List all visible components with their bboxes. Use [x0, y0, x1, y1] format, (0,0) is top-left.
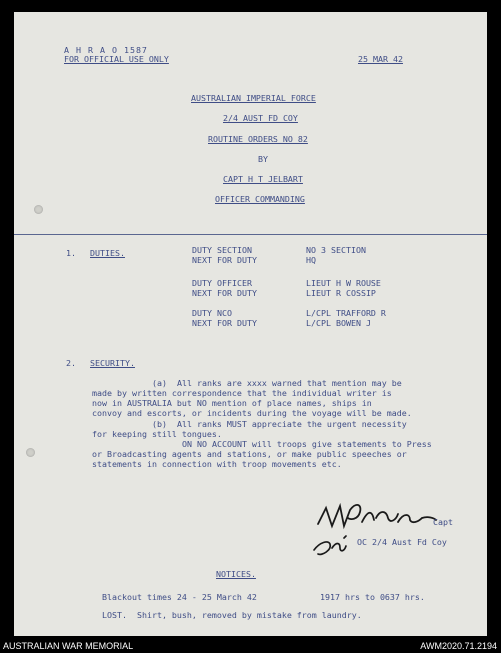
- title-unit: 2/4 AUST FD COY: [223, 113, 298, 123]
- duty-name: LIEUT R COSSIP: [306, 288, 376, 298]
- security-line: (a) All ranks are xxxx warned that mention may be: [152, 378, 402, 388]
- security-heading: SECURITY.: [90, 358, 135, 368]
- duty-name: HQ: [306, 255, 316, 265]
- section-divider: [14, 234, 487, 235]
- signatory-unit: OC 2/4 Aust Fd Coy: [357, 537, 447, 547]
- title-orders: ROUTINE ORDERS NO 82: [208, 134, 308, 144]
- duty-name: L/CPL BOWEN J: [306, 318, 371, 328]
- security-line: or Broadcasting agents and stations, or make public speeches or: [92, 449, 407, 459]
- security-line: now in AUSTRALIA but NO mention of place names, ships in: [92, 398, 372, 408]
- duty-role: NEXT FOR DUTY: [192, 255, 257, 265]
- duties-number: 1.: [66, 248, 76, 258]
- duties-heading: DUTIES.: [90, 248, 125, 258]
- duty-role: DUTY SECTION: [192, 245, 252, 255]
- security-line: for keeping still tongues.: [92, 429, 222, 439]
- archive-footer: [0, 639, 501, 653]
- duty-name: NO 3 SECTION: [306, 245, 366, 255]
- document-date: 25 MAR 42: [358, 54, 403, 64]
- punch-hole: [26, 448, 35, 457]
- title-officer-name: CAPT H T JELBART: [223, 174, 303, 184]
- archive-name: AUSTRALIAN WAR MEMORIAL: [3, 641, 134, 651]
- security-number: 2.: [66, 358, 76, 368]
- duty-name: L/CPL TRAFFORD R: [306, 308, 386, 318]
- duty-name: LIEUT H W ROUSE: [306, 278, 381, 288]
- security-line: ON NO ACCOUNT will troops give statements to Press: [182, 439, 432, 449]
- archive-reference: AWM2020.71.2194: [420, 641, 497, 651]
- duty-role: DUTY NCO: [192, 308, 232, 318]
- blackout-times: 1917 hrs to 0637 hrs.: [320, 592, 425, 602]
- document-page: [14, 12, 487, 636]
- duty-role: NEXT FOR DUTY: [192, 318, 257, 328]
- notices-heading: NOTICES.: [216, 569, 256, 579]
- duty-role: DUTY OFFICER: [192, 278, 252, 288]
- title-by: BY: [258, 154, 268, 164]
- security-line: (b) All ranks MUST appreciate the urgent necessity: [152, 419, 407, 429]
- security-line: made by written correspondence that the individual writer is: [92, 388, 392, 398]
- punch-hole: [34, 205, 43, 214]
- security-line: convoy and escorts, or incidents during the voyage will be made.: [92, 408, 412, 418]
- duty-role: NEXT FOR DUTY: [192, 288, 257, 298]
- blackout-label: Blackout times 24 - 25 March 42: [102, 592, 257, 602]
- classification-marking: FOR OFFICIAL USE ONLY: [64, 54, 169, 64]
- signatory-rank: Capt: [433, 517, 453, 527]
- file-reference: A H R A O 1587: [64, 45, 148, 55]
- title-force: AUSTRALIAN IMPERIAL FORCE: [191, 93, 316, 103]
- title-officer-role: OFFICER COMMANDING: [215, 194, 305, 204]
- handwritten-signature: [310, 496, 440, 566]
- security-line: statements in connection with troop movements etc.: [92, 459, 342, 469]
- lost-notice: LOST. Shirt, bush, removed by mistake from laundry.: [102, 610, 362, 620]
